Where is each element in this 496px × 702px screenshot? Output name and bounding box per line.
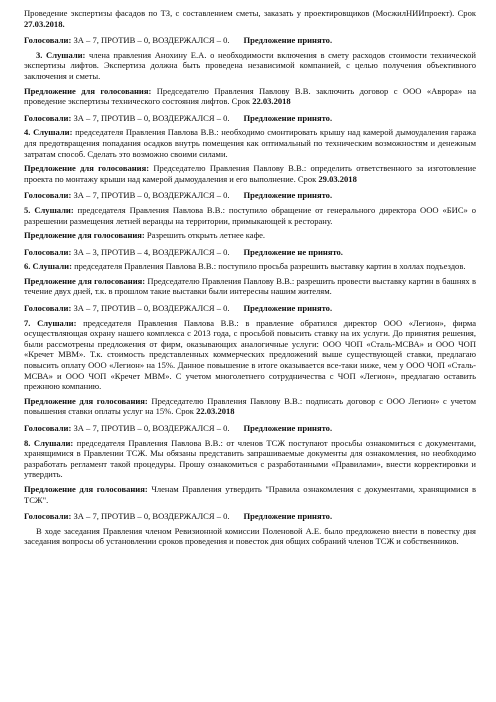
- item-5-proposal: [24, 230, 476, 241]
- vote-line-7: [24, 423, 476, 434]
- item-8-heard: [24, 438, 476, 480]
- closing-paragraph: В ходе заседания Правления членом Ревизионной комиссии Поленовой А.Е. было предложено внести в повестку дня заседания вопросы об установлении сроков проведения и повесток дня общих собраний членов ТСЖ и собственников.: [24, 525, 476, 547]
- proposal-text: Разрешить открыть летнее кафе.: [146, 230, 266, 241]
- proposal-text: Председателю Правления Павлову В.В.: подписать договор с ООО Легион» с учетом повышения ставки оплаты услуг на 15%. Срок: [24, 395, 476, 417]
- vote-label: Голосовали:: [24, 190, 72, 201]
- vote-result: Предложение принято.: [243, 190, 333, 201]
- item-3-proposal: [24, 86, 476, 107]
- vote-counts: ЗА – 3, ПРОТИВ – 4, ВОЗДЕРЖАЛСЯ – 0.: [73, 246, 230, 257]
- proposal-text: Председателю Правления Павлову В.В. заключить договор с ООО «Аврора» на проведение экспертизы технического состояния лифтов. Срок: [24, 85, 476, 107]
- vote-counts: ЗА – 7, ПРОТИВ – 0, ВОЗДЕРЖАЛСЯ – 0.: [73, 303, 230, 314]
- vote-result: Предложение принято.: [243, 35, 333, 46]
- proposal-text: Председателю Правления Павлову В.В.: разрешить провести выставку картин в башнях в течение двух дней, т.к. в прошлом такие выставки были интересны нашим жителям.: [24, 275, 476, 297]
- item-text: председателя Правления Павлова В.В.: поступило просьба разрешить выставку картин в холлах подъездов.: [74, 261, 466, 272]
- vote-result: Предложение принято.: [243, 112, 333, 123]
- vote-label: Голосовали:: [24, 303, 72, 314]
- item-7-heard: [24, 318, 476, 392]
- vote-counts: ЗА – 7, ПРОТИВ – 0, ВОЗДЕРЖАЛСЯ – 0.: [73, 423, 230, 433]
- item-label: 5. Слушали:: [24, 204, 74, 215]
- item-4-proposal: [24, 163, 476, 184]
- vote-result: Предложение принято.: [243, 511, 333, 522]
- vote-label: Голосовали:: [24, 112, 72, 123]
- item-6-proposal: [24, 276, 476, 297]
- proposal-date: 29.03.2018: [318, 173, 357, 184]
- vote-line-6: [24, 303, 476, 314]
- item-8-proposal: [24, 484, 476, 505]
- proposal-label: Предложение для голосования:: [24, 275, 146, 286]
- vote-line-4: [24, 190, 476, 201]
- vote-counts: ЗА – 7, ПРОТИВ – 0, ВОЗДЕРЖАЛСЯ – 0.: [73, 35, 230, 46]
- vote-counts: ЗА – 7, ПРОТИВ – 0, ВОЗДЕРЖАЛСЯ – 0.: [73, 112, 230, 123]
- proposal-label: Предложение для голосования:: [24, 483, 148, 494]
- item-label: 8. Слушали:: [24, 437, 74, 448]
- vote-line-3: [24, 113, 476, 124]
- vote-result: Предложение не принято.: [243, 246, 343, 257]
- item-label: 4. Слушали:: [24, 127, 73, 138]
- vote-counts: ЗА – 7, ПРОТИВ – 0, ВОЗДЕРЖАЛСЯ – 0.: [73, 190, 230, 201]
- intro-text: Проведение экспертизы фасадов по ТЗ, с составлением сметы, заказать у проектировщиков (МосжилНИИпроект). Срок: [24, 8, 476, 18]
- proposal-text: Председателю Правления Павлову В.В.: определить ответственного за изготовление проекта по монтажу крыши над камерой дымоудаления и его выполнение. Срок: [24, 163, 476, 184]
- intro-paragraph: [24, 8, 476, 29]
- item-label: 6. Слушали:: [24, 261, 72, 272]
- item-text: председателя Правления Павлова В.В.: поступило обращение от генерального директора ООО «БИС» о разрешении размещения летней веранды на территории, примыкающей к ресторану.: [24, 204, 476, 226]
- item-6-heard: [24, 261, 476, 272]
- item-5-heard: [24, 205, 476, 226]
- vote-line-8: [24, 511, 476, 522]
- proposal-label: Предложение для голосования:: [24, 230, 145, 241]
- vote-label: Голосовали:: [24, 35, 72, 46]
- vote-line-5: [24, 247, 476, 258]
- proposal-label: Предложение для голосования:: [24, 395, 148, 406]
- item-text: председателя Правления Павлова В.В.: от членов ТСЖ поступают просьбы ознакомиться с документами, хранящимися в Правлении ТСЖ. Мы обязаны представить запрашиваемые документы для ознакомления, но необходимо разработать регламент такой процедуры. Прошу ознакомиться с разработанными «Правилами», внести корректировки и утвердить.: [24, 437, 477, 480]
- item-label: 7. Слушали:: [24, 317, 77, 328]
- proposal-date: 22.03.2018: [252, 96, 291, 107]
- proposal-text: Членам Правления утвердить "Правила ознакомления с документами, хранящимися в ТСЖ".: [24, 483, 476, 505]
- item-label: 3. Слушали:: [36, 49, 86, 60]
- item-4-heard: [24, 127, 476, 159]
- vote-label: Голосовали:: [24, 246, 72, 257]
- proposal-date: 22.03.2018: [196, 406, 235, 417]
- item-text: члена правления Анохину Е.А. о необходимости включения в смету расходов стоимости технической экспертизы лифтов. Экспертиза должна быть проведена независимой компанией, с целью получения объективного заключения и сметы.: [24, 49, 477, 81]
- vote-label: Голосовали:: [24, 511, 72, 522]
- vote-label: Голосовали:: [24, 423, 72, 433]
- proposal-label: Предложение для голосования:: [24, 85, 152, 96]
- item-3-heard: [24, 50, 476, 82]
- intro-date: 27.03.2018.: [24, 18, 65, 29]
- vote-counts: ЗА – 7, ПРОТИВ – 0, ВОЗДЕРЖАЛСЯ – 0.: [73, 511, 230, 522]
- item-7-proposal: [24, 396, 476, 417]
- proposal-label: Предложение для голосования:: [24, 163, 150, 174]
- vote-result: Предложение принято.: [243, 423, 333, 433]
- item-text: председателя Правления Павлова В.В.: в правление обратился директор ООО «Легион», фирма осуществляющая охрану нашего комплекса с 2013 года, с просьбой повысить ставку на их услуги. До принятия решения, были рассмотрены предложения от фирм, оказывающих аналогичные услуги: ООО ЧОП «Сталь-МСВА» и ООО ЧОП «Кречет МВМ». Т.к. стоимость представленных коммерческих предложений выше существующей ставки, предлагаю повысить оплату ООО «Легион» на 15%. Данное повышение в итоге оказывается все-таки ниже, чем у ООО ЧОП «Сталь-МСВА» и ООО ЧОП «Кречет МВМ». С учетом многолетнего сотрудничества с ЧОП «Легион», предлагаю оставить прежнюю компанию.: [24, 317, 476, 392]
- vote-result: Предложение принято.: [243, 303, 333, 314]
- item-text: председателя Правления Павлова В.В.: необходимо смонтировать крышу над камерой дымоудаления гаража для предотвращения попадания осадков внутрь помещения как оптимальный по техническим возможностям и денежным затратам способ. Сделать это возможно своими силами.: [24, 127, 476, 159]
- vote-line-1: [24, 35, 476, 46]
